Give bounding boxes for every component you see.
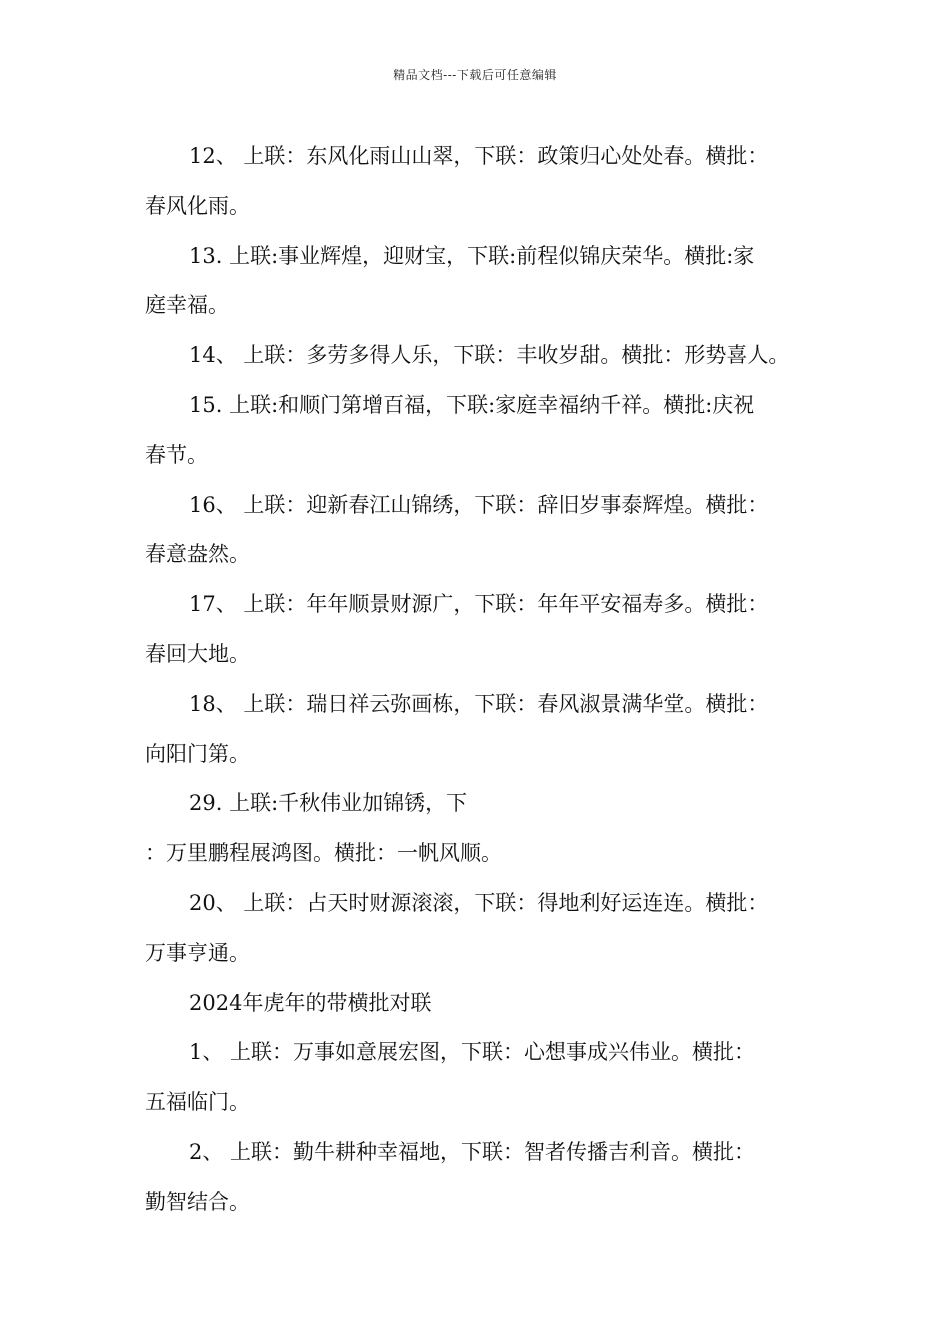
paragraph-line: 五福临门。 bbox=[145, 1090, 250, 1115]
couplet-paragraph bbox=[145, 331, 810, 381]
paragraph-line: 20、 上联：占天时财源滚滚，下联：得地利好运连连。横批： bbox=[189, 890, 769, 915]
paragraph-line: 向阳门第。 bbox=[145, 741, 250, 766]
couplet-paragraph bbox=[145, 132, 810, 232]
couplet-paragraph bbox=[145, 381, 810, 481]
paragraph-line: 17、 上联：年年顺景财源广，下联：年年平安福寿多。横批： bbox=[189, 592, 769, 617]
paragraph-line: 14、 上联：多劳多得人乐，下联：丰收岁甜。横批：形势喜人。 bbox=[189, 343, 790, 368]
paragraph-line: 2024年虎年的带横批对联 bbox=[189, 990, 432, 1015]
couplet-paragraph bbox=[145, 481, 810, 581]
paragraph-line: 12、 上联：东风化雨山山翠，下联：政策归心处处春。横批： bbox=[189, 144, 769, 168]
page-header: 精品文档---下载后可任意编辑 bbox=[393, 68, 557, 82]
document-body bbox=[145, 132, 810, 1228]
paragraph-line: 16、 上联：迎新春江山锦绣，下联：辞旧岁事泰辉煌。横批： bbox=[189, 492, 769, 517]
couplet-paragraph bbox=[145, 232, 810, 332]
paragraph-line: 勤智结合。 bbox=[145, 1189, 250, 1214]
couplet-paragraph bbox=[145, 779, 810, 879]
paragraph-line: 万事亨通。 bbox=[145, 940, 250, 965]
couplet-paragraph bbox=[145, 1028, 810, 1128]
paragraph-line: ：万里鹏程展鸿图。横批：一帆风顺。 bbox=[145, 841, 502, 866]
paragraph-line: 春风化雨。 bbox=[145, 193, 250, 218]
paragraph-line: 18、 上联：瑞日祥云弥画栋，下联：春风淑景满华堂。横批： bbox=[189, 691, 769, 716]
paragraph-line: 29. 上联:千秋伟业加锦锈，下 bbox=[189, 791, 468, 816]
paragraph-line: 庭幸福。 bbox=[145, 293, 229, 318]
paragraph-line: 春回大地。 bbox=[145, 641, 250, 666]
couplet-paragraph bbox=[145, 680, 810, 780]
paragraph-line: 1、 上联：万事如意展宏图，下联：心想事成兴伟业。横批： bbox=[189, 1040, 756, 1065]
paragraph-line: 13. 上联:事业辉煌，迎财宝，下联:前程似锦庆荣华。横批:家 bbox=[189, 243, 755, 268]
couplet-paragraph bbox=[145, 879, 810, 979]
couplet-paragraph bbox=[145, 1128, 810, 1228]
paragraph-line: 15. 上联:和顺门第增百福，下联:家庭幸福纳千祥。横批:庆祝 bbox=[189, 392, 755, 417]
paragraph-line: 春节。 bbox=[145, 442, 208, 467]
section-heading bbox=[145, 979, 810, 1029]
paragraph-line: 春意盎然。 bbox=[145, 542, 250, 567]
paragraph-line: 2、 上联：勤牛耕种幸福地，下联：智者传播吉利音。横批： bbox=[189, 1139, 756, 1164]
couplet-paragraph bbox=[145, 580, 810, 680]
